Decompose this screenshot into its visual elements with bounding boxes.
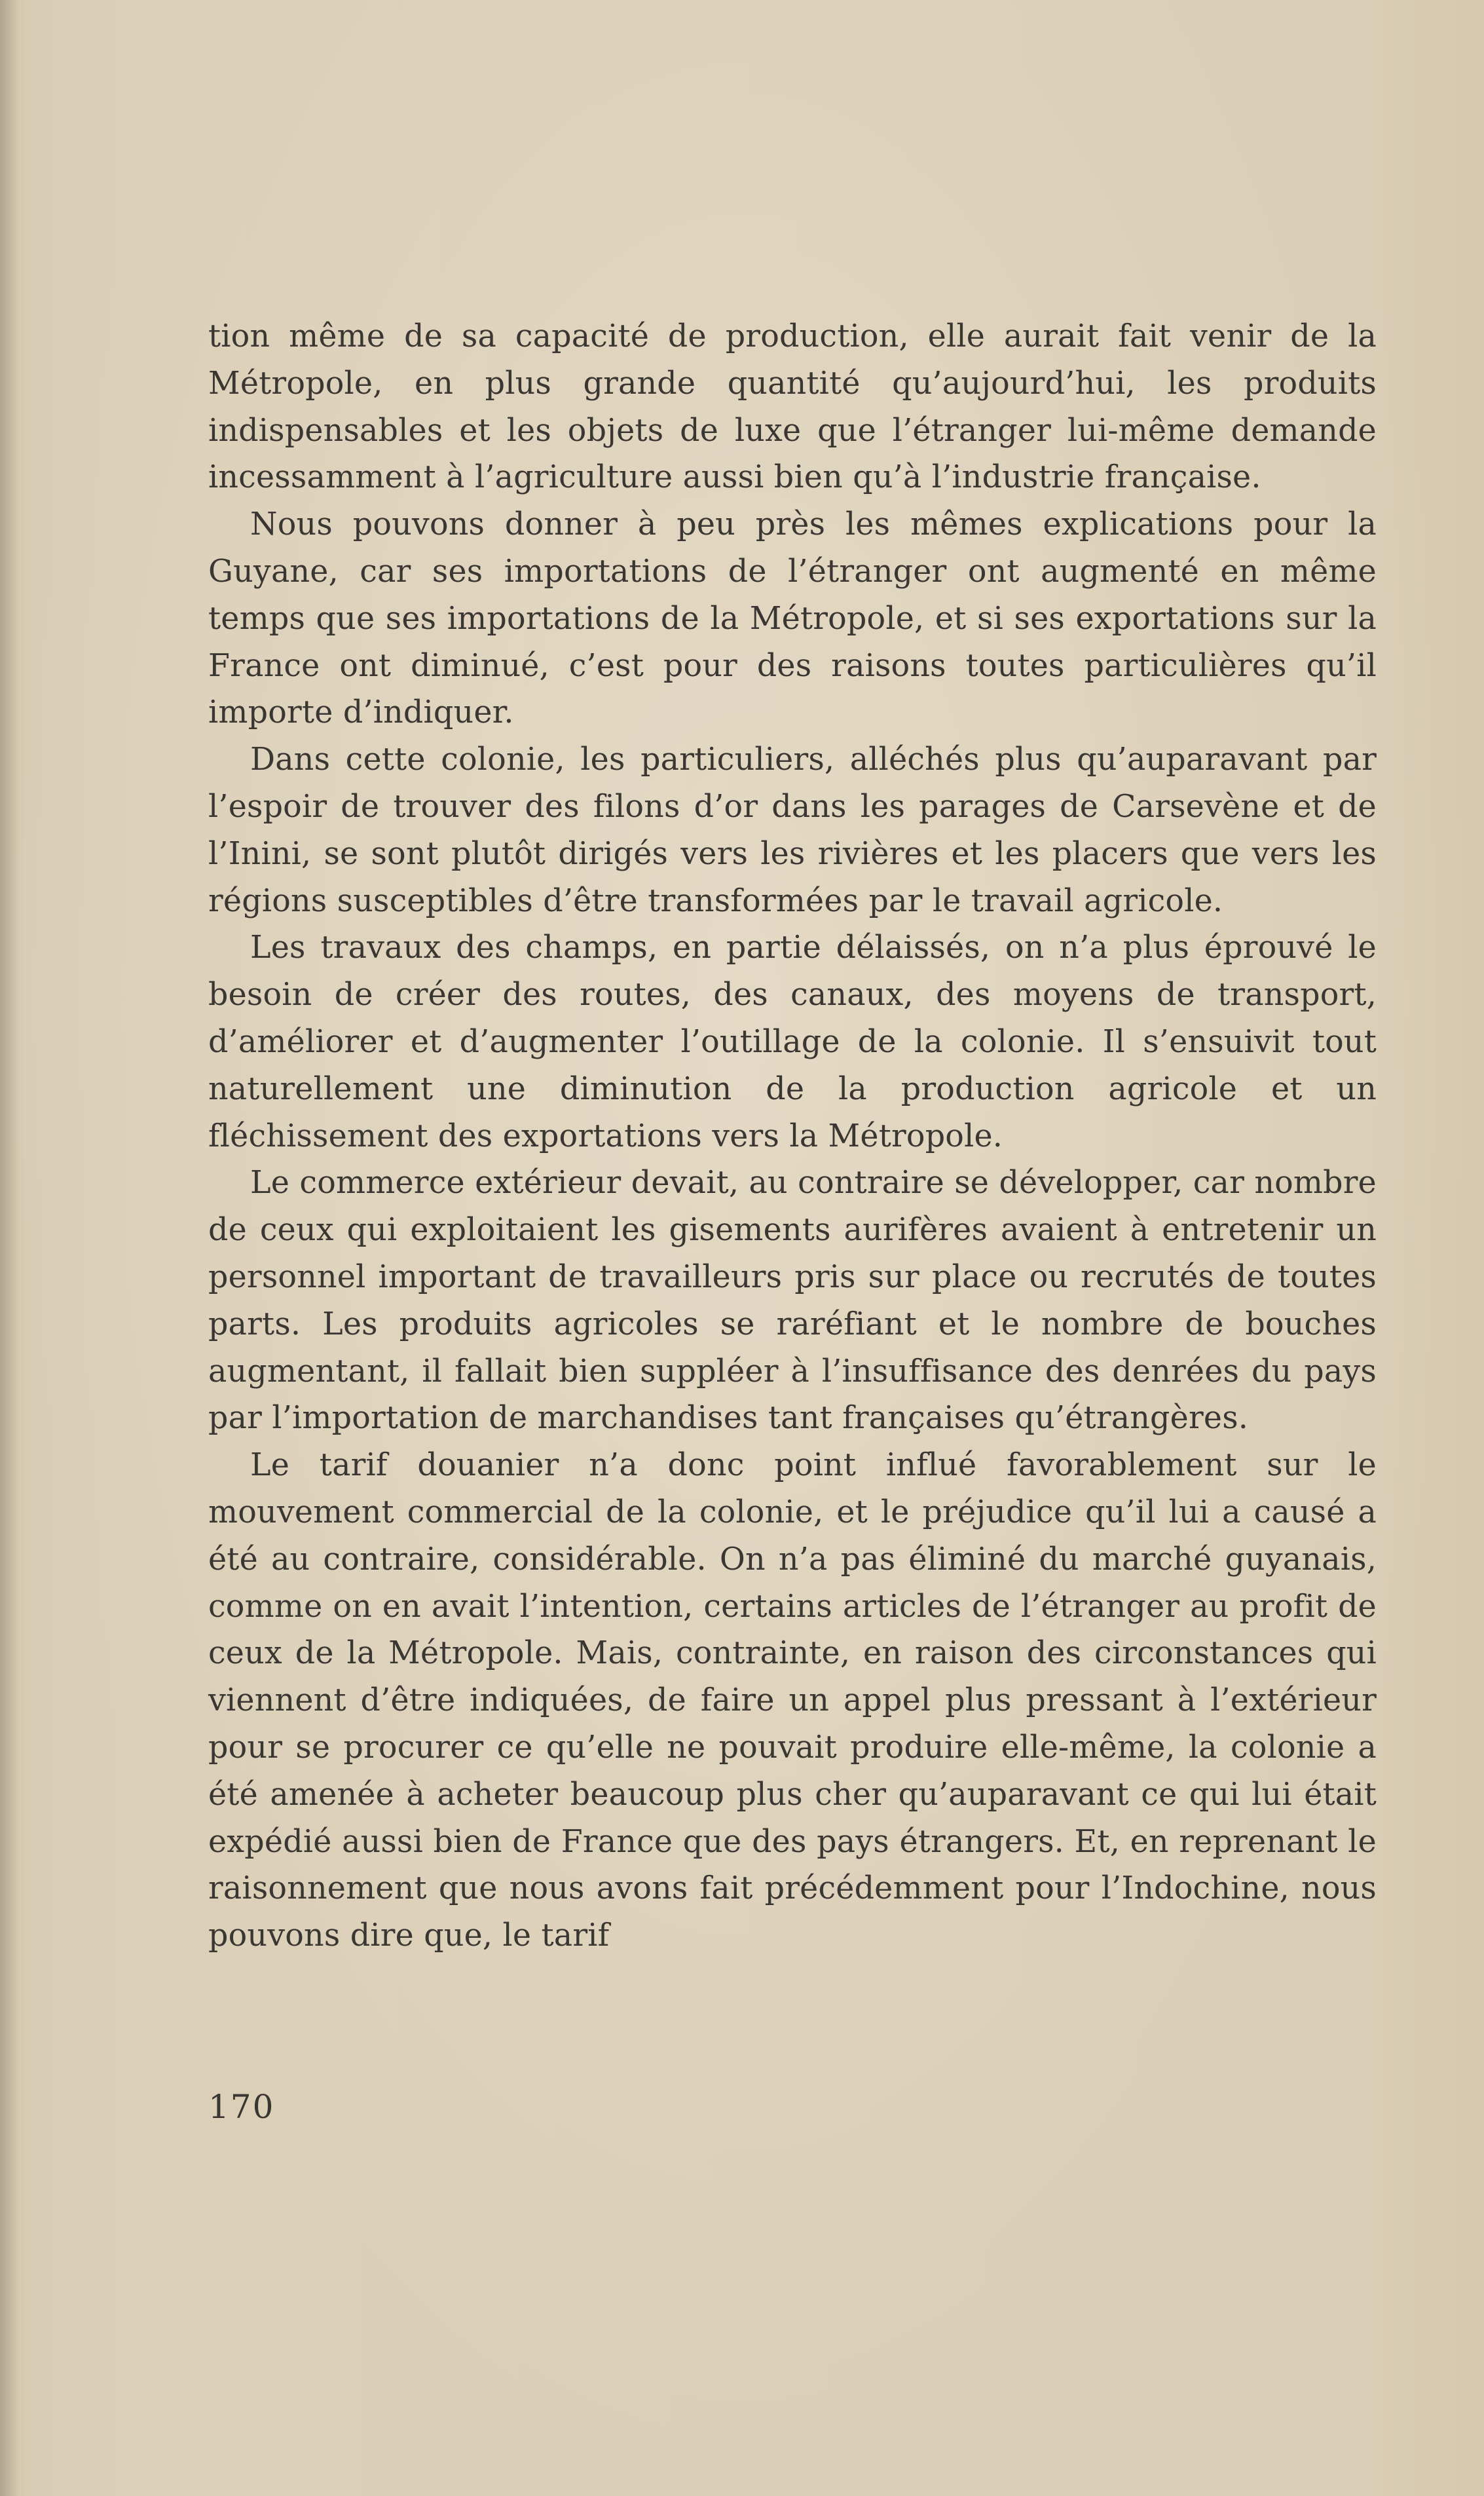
page-number: 170 bbox=[208, 2088, 275, 2126]
paragraph-continued: tion même de sa capacité de production, elle aurait fait venir de la Métropole, en plus grande quantité qu’aujourd’hui, les produits indispensables et les objets de luxe que l’étranger lui-même demande incessamment à l’agriculture aussi bien qu’à l’industrie française. bbox=[208, 318, 1377, 496]
paragraph-guyane-explanations: Nous pouvons donner à peu près les mêmes explications pour la Guyane, car ses importations de l’étranger ont augmenté en même temps que ses importations de la Métropole, et si ses exportations sur la France ont diminué, c’est pour des raisons toutes particulières qu’il importe d’indiquer. bbox=[208, 506, 1377, 731]
paragraph-foreign-commerce: Le commerce extérieur devait, au contraire se développer, car nombre de ceux qui exploitaient les gisements aurifères avaient à entretenir un personnel important de travailleurs pris sur place ou recrutés de toutes parts. Les produits agricoles se raréfiant et le nombre de bouches augmentant, il fallait bien suppléer à l’insuffisance des denrées du pays par l’importation de marchandises tant françaises qu’étrangères. bbox=[208, 1165, 1377, 1437]
paragraph-gold-seekers: Dans cette colonie, les particuliers, alléchés plus qu’auparavant par l’espoir de trouver des filons d’or dans les parages de Carsevène et de l’Inini, se sont plutôt dirigés vers les rivières et les placers que vers les régions susceptibles d’être transformées par le travail agricole. bbox=[208, 742, 1377, 919]
paragraph-customs-tariff: Le tarif douanier n’a donc point influé favorablement sur le mouvement commercial de la colonie, et le préjudice qu’il lui a causé a été au contraire, considérable. On n’a pas éliminé du marché guyanais, comme on en avait l’intention, certains articles de l’étranger au profit de ceux de la Métropole. Mais, contrainte, en raison des circonstances qui viennent d’être indiquées, de faire un appel plus pressant à l’extérieur pour se procurer ce qu’elle ne pouvait produire elle-même, la colonie a été amenée à acheter beaucoup plus cher qu’auparavant ce qui lui était expédié aussi bien de France que des pays étrangers. Et, en reprenant le raisonnement que nous avons fait précédemment pour l’Indochine, nous pouvons dire que, le tarif bbox=[208, 1447, 1377, 1954]
paragraph-fields-abandoned: Les travaux des champs, en partie délaissés, on n’a plus éprouvé le besoin de créer des routes, des canaux, des moyens de transport, d’améliorer et d’augmenter l’outillage de la colonie. Il s’ensuivit tout naturellement une diminution de la production agricole et un fléchissement des exportations vers la Métropole. bbox=[208, 930, 1377, 1154]
body-text bbox=[208, 313, 1377, 1959]
page-binding-shadow bbox=[0, 0, 18, 2496]
